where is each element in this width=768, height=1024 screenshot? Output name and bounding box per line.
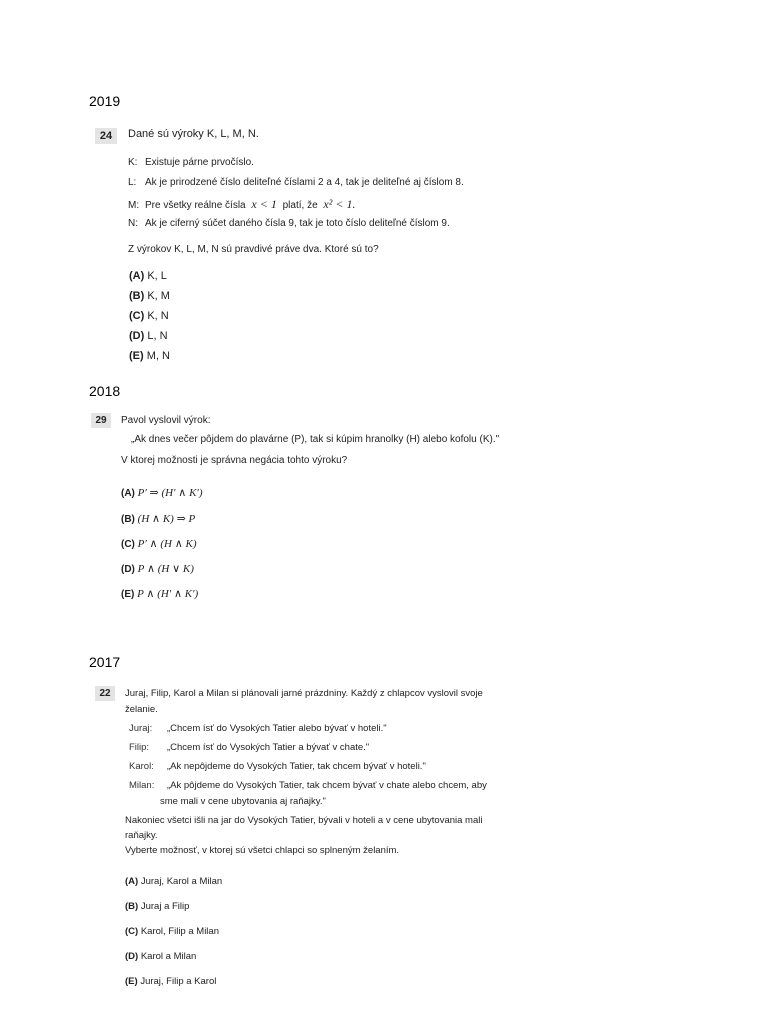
option-a	[121, 486, 203, 499]
speaker-name: Milan:	[129, 780, 155, 791]
option-text: K, M	[147, 290, 170, 302]
option-text: Karol, Filip a Milan	[140, 926, 219, 937]
statement-l	[128, 177, 464, 188]
option-label: (D)	[121, 564, 135, 575]
option-label: (E)	[129, 350, 144, 362]
option-e	[125, 976, 216, 987]
option-b	[129, 290, 170, 302]
statement-label: M:	[128, 200, 140, 211]
option-text: K, L	[147, 270, 167, 282]
speaker-name: Juraj:	[129, 723, 153, 734]
question-intro: Dané sú výroky K, L, M, N.	[128, 128, 259, 140]
option-text: (H ∧ K) ⇒ P	[137, 513, 196, 525]
statement-m	[128, 197, 355, 212]
statement-label: K:	[128, 157, 138, 168]
wish-text: „Ak nepôjdeme do Vysokých Tatier, tak chcem bývať v hoteli."	[167, 761, 426, 772]
statement-text: Pre všetky reálne čísla	[145, 200, 246, 211]
option-text: Juraj a Filip	[140, 901, 190, 912]
option-label: (A)	[125, 876, 139, 887]
question-text: V ktorej možnosti je správna negácia tohto výroku?	[121, 455, 348, 466]
question-number: 22	[95, 686, 115, 701]
wish-juraj	[129, 723, 387, 734]
option-label: (C)	[129, 310, 145, 322]
question-intro: Juraj, Filip, Karol a Milan si plánovali jarné prázdniny. Každý z chlapcov vyslovil svoje	[125, 688, 483, 699]
question-intro-continued: želanie.	[125, 704, 158, 715]
option-a	[129, 270, 167, 282]
option-label: (C)	[121, 539, 135, 550]
option-text: P ∧ (H′ ∧ K′)	[137, 588, 199, 600]
wish-text: „Chcem ísť do Vysokých Tatier a bývať v chate."	[167, 742, 370, 753]
option-text: Juraj, Karol a Milan	[140, 876, 223, 887]
question-intro: Pavol vyslovil výrok:	[121, 415, 211, 426]
statement-k	[128, 157, 254, 168]
option-a	[125, 876, 222, 887]
question-number: 29	[91, 413, 111, 428]
option-text: Juraj, Filip a Karol	[140, 976, 217, 987]
wish-milan	[129, 780, 487, 791]
year-heading-2018: 2018	[89, 383, 121, 399]
math-inequality: x < 1	[251, 197, 277, 211]
option-label: (A)	[129, 270, 145, 282]
quote-text: „Ak dnes večer pôjdem do plavárne (P), tak si kúpim hranolky (H) alebo kofolu (K)."	[131, 434, 500, 445]
option-e	[129, 350, 170, 362]
option-text: Karol a Milan	[140, 951, 197, 962]
wish-filip	[129, 742, 369, 753]
option-c	[121, 537, 197, 550]
option-label: (E)	[121, 589, 135, 600]
wish-milan-continued: sme mali v cene ubytovania aj raňajky."	[160, 796, 326, 807]
statement-n	[128, 218, 450, 229]
option-text: L, N	[147, 330, 168, 342]
outcome-text: Nakoniec všetci išli na jar do Vysokých Tatier, bývali v hoteli a v cene ubytovania mali	[125, 815, 483, 826]
statement-text: platí, že	[282, 200, 318, 211]
option-label: (E)	[125, 976, 138, 987]
speaker-name: Karol:	[129, 761, 154, 772]
wish-text: „Chcem ísť do Vysokých Tatier alebo bývať v hoteli."	[167, 723, 387, 734]
option-text: M, N	[146, 350, 170, 362]
statement-label: N:	[128, 218, 138, 229]
question-number: 24	[95, 128, 117, 144]
option-label: (D)	[129, 330, 145, 342]
option-b	[125, 901, 189, 912]
statement-text: Existuje párne prvočíslo.	[145, 157, 254, 168]
wish-text: „Ak pôjdeme do Vysokých Tatier, tak chcem bývať v chate alebo chcem, aby	[167, 780, 487, 791]
option-text: P′ ⇒ (H′ ∧ K′)	[137, 487, 203, 499]
option-c	[125, 926, 219, 937]
option-d	[121, 562, 194, 575]
option-e	[121, 587, 198, 600]
outcome-text-continued: raňajky.	[125, 830, 158, 841]
option-c	[129, 310, 169, 322]
option-label: (B)	[129, 290, 145, 302]
option-label: (B)	[125, 901, 139, 912]
option-text: P′ ∧ (H ∧ K)	[137, 538, 197, 550]
question-text: Vyberte možnosť, v ktorej sú všetci chlapci so splneným želaním.	[125, 845, 400, 856]
statement-text: Ak je ciferný súčet daného čísla 9, tak je toto číslo deliteľné číslom 9.	[145, 218, 450, 229]
year-heading-2017: 2017	[89, 654, 121, 670]
statement-text: Ak je prirodzené číslo deliteľné číslami 2 a 4, tak je deliteľné aj číslom 8.	[145, 177, 464, 188]
option-label: (B)	[121, 514, 135, 525]
year-heading-2019: 2019	[89, 93, 121, 109]
option-text: P ∧ (H ∨ K)	[137, 563, 194, 575]
wish-karol	[129, 761, 426, 772]
option-b	[121, 512, 195, 525]
option-text: K, N	[147, 310, 169, 322]
statement-label: L:	[128, 177, 137, 188]
speaker-name: Filip:	[129, 742, 150, 753]
math-inequality: x² < 1.	[323, 197, 356, 211]
option-label: (C)	[125, 926, 139, 937]
option-label: (A)	[121, 488, 135, 499]
option-d	[129, 330, 168, 342]
option-label: (D)	[125, 951, 139, 962]
option-d	[125, 951, 196, 962]
question-text: Z výrokov K, L, M, N sú pravdivé práve dva. Ktoré sú to?	[128, 244, 379, 255]
